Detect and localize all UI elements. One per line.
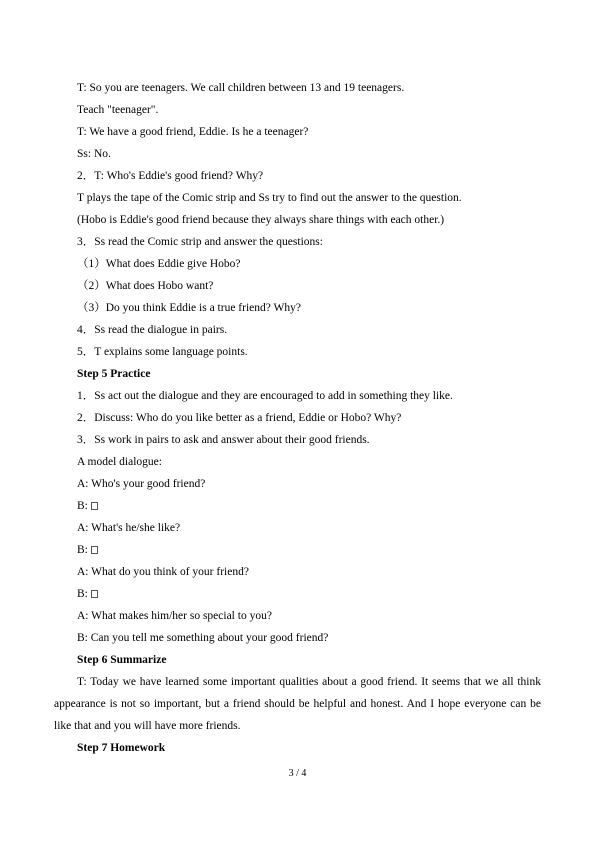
text-line: 1．Ss act out the dialogue and they are encouraged to add in something they like. xyxy=(77,390,453,402)
text-line: T plays the tape of the Comic strip and Ss try to find out the answer to the question. xyxy=(77,192,462,204)
text-line: Teach "teenager". xyxy=(77,104,159,116)
text-line: （2）What does Hobo want? xyxy=(77,280,214,292)
text-line: 2．T: Who's Eddie's good friend? Why? xyxy=(77,170,264,182)
text-line: B: Can you tell me something about your good friend? xyxy=(77,632,329,644)
text-line: A model dialogue: xyxy=(77,456,162,468)
step5-heading: Step 5 Practice xyxy=(77,368,151,380)
step7-heading: Step 7 Homework xyxy=(77,742,166,754)
placeholder-box-icon xyxy=(91,502,98,510)
text-line: （1）What does Eddie give Hobo? xyxy=(77,258,241,270)
step6-heading: Step 6 Summarize xyxy=(77,654,167,666)
text-line: 2．Discuss: Who do you like better as a friend, Eddie or Hobo? Why? xyxy=(77,412,402,424)
text-line: T: We have a good friend, Eddie. Is he a teenager? xyxy=(77,126,309,138)
text-line: Ss: No. xyxy=(77,148,111,160)
text-line: （3）Do you think Eddie is a true friend? Why? xyxy=(77,302,301,314)
text-line: A: What makes him/her so special to you? xyxy=(77,610,272,622)
placeholder-box-icon xyxy=(91,546,98,554)
dialogue-answer-label: B: xyxy=(77,588,88,600)
text-line: 3．Ss work in pairs to ask and answer about their good friends. xyxy=(77,434,370,446)
text-line: (Hobo is Eddie's good friend because they always share things with each other.) xyxy=(77,214,445,226)
dialogue-answer-line xyxy=(77,543,98,557)
dialogue-answer-label: B: xyxy=(77,544,88,556)
dialogue-answer-label: B: xyxy=(77,500,88,512)
text-line: T: So you are teenagers. We call children between 13 and 19 teenagers. xyxy=(77,82,405,94)
text-line: 3．Ss read the Comic strip and answer the questions: xyxy=(77,236,323,248)
text-line: 5．T explains some language points. xyxy=(77,346,248,358)
page-number: 3 / 4 xyxy=(288,768,307,779)
text-line: A: What do you think of your friend? xyxy=(77,566,249,578)
text-line: A: What's he/she like? xyxy=(77,522,181,534)
text-line: A: Who's your good friend? xyxy=(77,478,206,490)
dialogue-answer-line xyxy=(77,499,98,513)
placeholder-box-icon xyxy=(91,590,98,598)
dialogue-answer-line xyxy=(77,587,98,601)
text-line: 4．Ss read the dialogue in pairs. xyxy=(77,324,228,336)
summary-paragraph: T: Today we have learned some important qualities about a good friend. It seems that we all think appearance is not so important, but a friend should be helpful and honest. And I hope everyone can be like that and you will have more friends. xyxy=(54,676,541,732)
